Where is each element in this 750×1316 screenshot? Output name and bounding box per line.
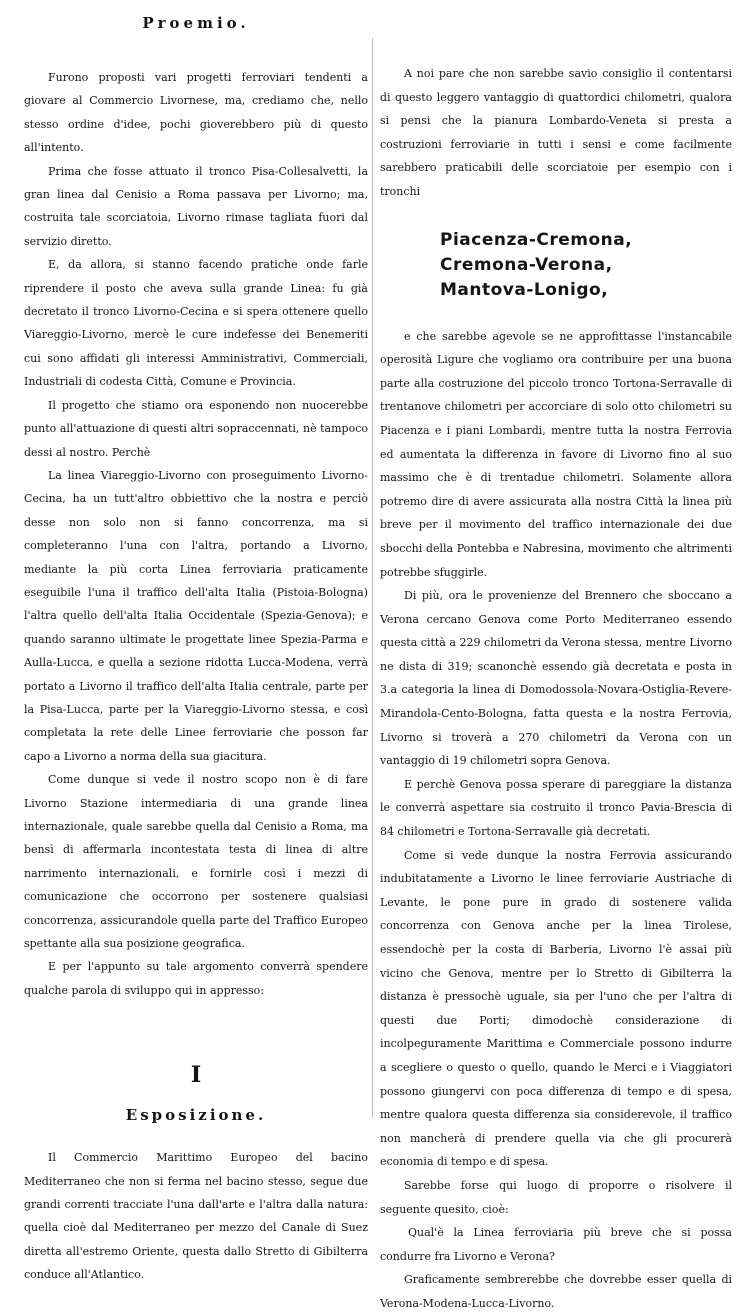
paragraph: Il Commercio Marittimo Europeo del bacino Mediterraneo che non si ferma nel bacino stesso, segue due grandi correnti tracciate l'una dall'arte e l'altra dalla natura: quella cioè dal Mediterraneo per mezzo del Canale di Suez diretta all'estremo Oriente, questa dallo Stretto di Gibilterra conduce all'Atlantico. <box>24 1151 368 1282</box>
paragraph: E perchè Genova possa sperare di pareggiare la distanza le converrà aspettare sia costruito il tronco Pavia-Brescia di 84 chilometri e Tortona-Serravalle già decretati. <box>380 777 732 839</box>
paragraph: Come si vede dunque la nostra Ferrovia assicurando indubitatamente a Livorno le linee ferroviarie Austriache di Levante, le pone pure in grado di sostenere valida concorrenza con Genova anche per la linea Tirolese, essendochè per la costa di Barberia, Livorno l'è assai più vicino che Genova, mentre per lo Stretto di Gibilterra la distanza è pressochè uguale, sia per l'uno che per l'altra di questi due Porti; dimodochè considerazione di incolpeguramente Marittima e Commerciale possono indurre a scegliere o questo o quello, quando le Merci e i Viaggiatori possono giungervi con poca differenza di tempo e di spesa, mentre qualora questa differenza sia considerevole, il traffico non mancherà di prendere quella via che gli procurerà economia di tempo e di spesa. <box>380 848 732 1169</box>
paragraph: Sarebbe forse qui luogo di proporre o risolvere il seguente quesito, cioè: <box>380 1178 732 1216</box>
left-column <box>24 0 368 1287</box>
paragraph: La linea Viareggio-Livorno con proseguimento Livorno-Cecina, ha un tutt'altro obbiettivo che la nostra e perciò desse non solo non si fanno concorrenza, ma si completeranno l'una con l'altra, portando a Livorno, mediante la più corta Linea ferroviaria praticamente eseguibile l'una il traffico dell'alta Italia (Pistoia-Bologna) l'altra quello dell'alta Italia Occidentale (Spezia-Genova); e quando saranno ultimate le progettate linee Spezia-Parma e Aulla-Lucca, e quella a sezione ridotta Lucca-Modena, verrà portato a Livorno il traffico dell'alta Italia centrale, parte per la Pisa-Lucca, parte per la Viareggio-Livorno stessa, e così completata la rete delle Linee ferroviarie che posson far capo a Livorno a norma della sua giacitura. <box>24 468 368 763</box>
paragraph: Come dunque si vede il nostro scopo non è di fare Livorno Stazione intermediaria di una grande linea internazionale, quale sarebbe quella dal Cenisio a Roma, ma bensì di affermarla incontestata testa di linea di altre narrimento internazionali, e fornirle così i mezzi di comunicazione che occorrono per sostenere qualsiasi concorrenza, assicurandole quella parte del Traffico Europeo spettante alla sua posizione geografica. <box>24 773 368 951</box>
paragraph: Il progetto che stiamo ora esponendo non nuocerebbe punto all'attuazione di questi altri sopraccennati, nè tampoco dessi al nostro. Perchè <box>24 398 368 459</box>
paragraph: A noi pare che non sarebbe savio consiglio il contentarsi di questo leggero vantaggio di quattordici chilometri, qualora si pensi che la pianura Lombardo-Veneta si presta a costruzioni ferroviarie in tutti i sensi e come facilmente sarebbero praticabili delle scorciatoie per esempio con i tronchi <box>380 67 732 198</box>
section-number: I <box>190 1062 202 1089</box>
paragraph: e che sarebbe agevole se ne approfittasse l'instancabile operosità Ligure che vogliamo ora contribuire per una buona parte alla costruzione del piccolo tronco Tortona-Serravalle di trentanove chilometri per accorciare di solo otto chilometri su Piacenza e i piani Lombardi, mentre tutta la nostra Ferrovia ed aumentata la differenza in favore di Livorno fino al suo massimo che è di trentadue chilometri. Solamente allora potremo dire di avere assicurata alla nostra Città la linea più breve per il movimento del traffico internazionale dei due sbocchi della Pontebba e Nabresina, movimento che altrimenti potrebbe sfuggirle. <box>380 329 732 579</box>
proemio-title: Proemio. <box>142 14 250 32</box>
route-item: Cremona-Verona, <box>440 254 613 275</box>
paragraph: Prima che fosse attuato il tronco Pisa-Collesalvetti, la gran linea dal Cenisio a Roma passava per Livorno; ma, costruita tale scorciatoia, Livorno rimase tagliata fuori dal servizio diretto. <box>24 164 368 248</box>
paragraph: Di più, ora le provenienze del Brennero che sboccano a Verona cercano Genova come Porto Mediterraneo essendo questa città a 229 chilometri da Verona stessa, mentre Livorno ne dista di 319; scanonchè essendo già decretata e posta in 3.a categoria la linea di Domodossola-Novara-Ostiglia-Revere-Mirandola-Cento-Bologna, fatta questa e la nostra Ferrovia, Livorno si troverà a 270 chilometri da Verona con un vantaggio di 19 chilometri sopra Genova. <box>380 589 732 768</box>
section-title: Esposizione. <box>125 1106 267 1125</box>
route-item: Mantova-Lonigo, <box>440 279 609 300</box>
paragraph: E per l'appunto su tale argomento converrà spendere qualche parola di sviluppo qui in appresso: <box>24 960 368 997</box>
right-column <box>380 0 732 1316</box>
route-list <box>440 228 732 303</box>
route-item: Piacenza-Cremona, <box>440 229 633 250</box>
paragraph: Furono proposti vari progetti ferroviari tendenti a giovare al Commercio Livornese, ma, crediamo che, nello stesso ordine d'idee, pochi gioverebbero più di questo all'intento. <box>24 71 368 155</box>
question: Qual'è la Linea ferroviaria più breve che si possa condurre fra Livorno e Verona? <box>380 1226 732 1263</box>
column-divider <box>372 38 373 1118</box>
paragraph: Graficamente sembrerebbe che dovrebbe esser quella di Verona-Modena-Lucca-Livorno. <box>380 1273 732 1310</box>
paragraph: E, da allora, si stanno facendo pratiche onde farle riprendere il posto che aveva sulla grande Linea: fu già decretato il tronco Livorno-Cecina e si spera ottenere quello Viareggio-Livorno, mercè le cure indefesse dei Benemeriti cui sono affidati gli interessi Amministrativi, Commerciali, Industriali di codesta Città, Comune e Provincia. <box>24 258 368 389</box>
